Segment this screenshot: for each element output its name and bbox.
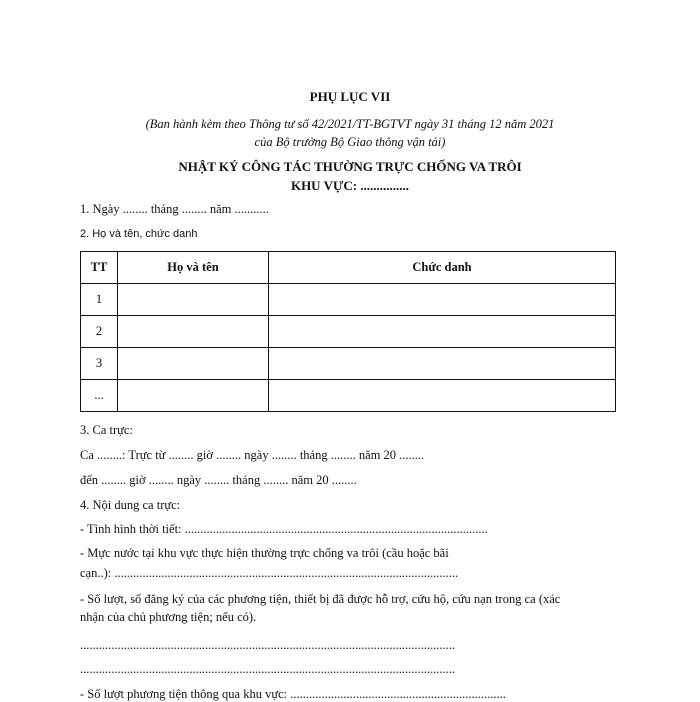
- table-row: [81, 380, 616, 412]
- vessels-passing-line: - Số lượt phương tiện thông qua khu vực: .....................................................................: [80, 687, 506, 701]
- name-cell: [118, 348, 269, 380]
- appendix-heading: PHỤ LỤC VII: [309, 89, 391, 104]
- date-line: 1. Ngày ........ tháng ........ năm ...........: [80, 202, 269, 216]
- row-number: ...: [81, 380, 118, 412]
- row-number: 2: [81, 316, 118, 348]
- title-cell: [269, 380, 616, 412]
- table-header-row: [81, 252, 616, 284]
- issuance-note-line-2: của Bộ trưởng Bộ Giao thông vận tải): [254, 135, 446, 149]
- table-row: [81, 284, 616, 316]
- water-level-line-1: - Mực nước tại khu vực thực hiện thường trực chống va trôi (cầu hoặc bãi: [80, 546, 449, 560]
- content-heading: 4. Nội dung ca trực:: [80, 498, 181, 512]
- row-number: 1: [81, 284, 118, 316]
- title-cell: [269, 316, 616, 348]
- dotted-fill-line-1: ........................................................................................................................: [80, 638, 455, 652]
- shift-heading: 3. Ca trực:: [80, 423, 133, 437]
- column-header-tt: TT: [81, 252, 118, 284]
- assistance-line-1: - Số lượt, số đăng ký của các phương tiện, thiết bị đã được hỗ trợ, cứu hộ, cứu nạn trong ca (xác: [80, 592, 561, 606]
- issuance-note: [0, 115, 700, 151]
- table-row: [81, 348, 616, 380]
- column-header-title: Chức danh: [269, 252, 616, 284]
- title-cell: [269, 284, 616, 316]
- name-cell: [118, 380, 269, 412]
- row-number: 3: [81, 348, 118, 380]
- title-cell: [269, 348, 616, 380]
- dotted-fill-line-2: ........................................................................................................................: [80, 662, 455, 676]
- weather-line: - Tình hình thời tiết: .................................................................................................: [80, 522, 488, 536]
- duty-roster-table: [80, 251, 616, 412]
- name-cell: [118, 316, 269, 348]
- assistance-line-2: nhận của chủ phương tiện; nếu có).: [80, 610, 257, 624]
- water-level-line-2: cạn..): ..............................................................................................................: [80, 566, 459, 580]
- shift-end-line: đến ........ giờ ........ ngày ........ tháng ........ năm 20 ........: [80, 473, 357, 487]
- area-line: KHU VỰC: ...............: [290, 178, 410, 193]
- shift-start-line: Ca ........: Trực từ ........ giờ ........ ngày ........ tháng ........ năm 20 ........: [80, 448, 425, 462]
- column-header-name: Họ và tên: [118, 252, 269, 284]
- issuance-note-line-1: (Ban hành kèm theo Thông tư số 42/2021/TT-BGTVT ngày 31 tháng 12 năm 2021: [145, 117, 555, 131]
- document-title: NHẬT KÝ CÔNG TÁC THƯỜNG TRỰC CHỐNG VA TRÔI: [178, 159, 522, 174]
- names-heading: 2. Họ và tên, chức danh: [80, 228, 198, 240]
- table-row: [81, 316, 616, 348]
- name-cell: [118, 284, 269, 316]
- document-title-block: [0, 157, 700, 195]
